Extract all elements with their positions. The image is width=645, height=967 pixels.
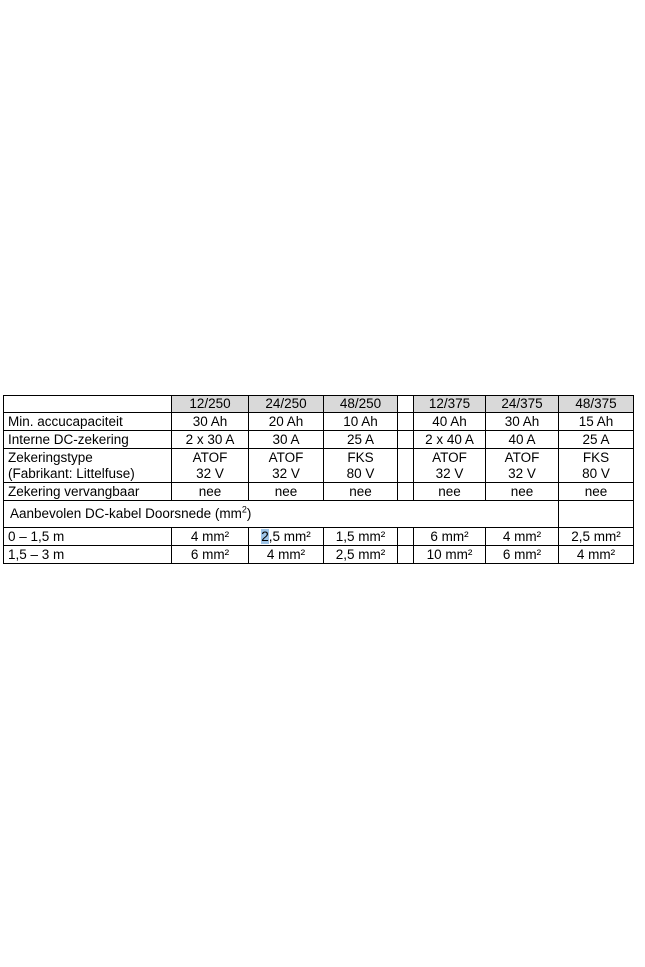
spacer-cell [398, 396, 414, 413]
spacer-cell [398, 546, 414, 564]
fuse-type: ATOF [268, 449, 304, 465]
table-cell: 2,5 mm² [559, 528, 634, 546]
table-cell: 2 x 30 A [172, 431, 249, 449]
table-cell [249, 528, 324, 546]
table-cell [414, 449, 486, 483]
table-cell: 2,5 mm² [324, 546, 398, 564]
table-cell [559, 449, 634, 483]
fuse-type: FKS [582, 449, 610, 465]
dc-specs-table [3, 395, 634, 564]
fuse-type-row [4, 449, 634, 483]
fuse-type: FKS [347, 449, 374, 465]
table-cell: 2 x 40 A [414, 431, 486, 449]
row-label-line: Zekeringstype [8, 449, 93, 465]
fuse-voltage: 32 V [196, 465, 224, 481]
section-heading-end: ) [246, 506, 252, 521]
spacer-cell [398, 413, 414, 431]
spacer-cell [398, 483, 414, 501]
table-cell: 25 A [559, 431, 634, 449]
row-label: Zekering vervangbaar [4, 483, 172, 501]
section-heading [4, 501, 559, 528]
row-label: Min. accucapaciteit [4, 413, 172, 431]
table-cell: 4 mm² [172, 528, 249, 546]
table-cell: 15 Ah [559, 413, 634, 431]
row-label-line: (Fabrikant: Littelfuse) [8, 465, 135, 481]
model-header: 48/250 [324, 396, 398, 413]
table-cell [559, 501, 634, 528]
table-cell: 6 mm² [486, 546, 559, 564]
section-heading-text: Aanbevolen DC-kabel Doorsnede (mm [10, 506, 242, 521]
fuse-voltage: 32 V [435, 465, 464, 481]
table-cell: 40 Ah [414, 413, 486, 431]
table-cell: nee [559, 483, 634, 501]
selection-highlight: 2 [261, 528, 269, 544]
table-cell: 20 Ah [249, 413, 324, 431]
fuse-type: ATOF [192, 449, 228, 465]
fuse-voltage: 32 V [508, 465, 536, 481]
row-label: 1,5 – 3 m [4, 546, 172, 564]
model-header: 12/250 [172, 396, 249, 413]
cell-text: ,5 mm² [268, 528, 311, 544]
table-cell: 6 mm² [414, 528, 486, 546]
model-header: 24/375 [486, 396, 559, 413]
table-cell: 4 mm² [249, 546, 324, 564]
table-cell: 25 A [324, 431, 398, 449]
fuse-voltage: 32 V [272, 465, 300, 481]
table-cell [249, 449, 324, 483]
spacer-cell [398, 449, 414, 483]
spacer-cell [398, 528, 414, 546]
table-cell: nee [486, 483, 559, 501]
table-cell [172, 449, 249, 483]
table-cell: 1,5 mm² [324, 528, 398, 546]
row-label: 0 – 1,5 m [4, 528, 172, 546]
spacer-cell [398, 431, 414, 449]
table-cell: nee [172, 483, 249, 501]
table-cell: 30 Ah [486, 413, 559, 431]
row-label: Interne DC-zekering [4, 431, 172, 449]
table-cell: 6 mm² [172, 546, 249, 564]
table-cell: nee [324, 483, 398, 501]
table-cell: nee [414, 483, 486, 501]
table-cell: 40 A [486, 431, 559, 449]
cable-short-row [4, 528, 634, 546]
cable-section-row [4, 501, 634, 528]
table-cell [324, 449, 398, 483]
table-cell: 10 mm² [414, 546, 486, 564]
replaceable-row [4, 483, 634, 501]
fuse-voltage: 80 V [582, 465, 610, 481]
model-header: 12/375 [414, 396, 486, 413]
table-cell: 4 mm² [559, 546, 634, 564]
model-header: 24/250 [249, 396, 324, 413]
model-header-row [4, 396, 634, 413]
model-header: 48/375 [559, 396, 634, 413]
table-cell: 30 Ah [172, 413, 249, 431]
corner-cell [4, 396, 172, 413]
cable-long-row [4, 546, 634, 564]
section-heading-sup: 2 [241, 504, 247, 515]
fuse-type: ATOF [432, 449, 467, 465]
row-label [4, 449, 172, 483]
table-cell: 30 A [249, 431, 324, 449]
table-cell [486, 449, 559, 483]
table-cell: nee [249, 483, 324, 501]
fuse-type: ATOF [504, 449, 540, 465]
fuse-voltage: 80 V [346, 465, 375, 481]
capacity-row [4, 413, 634, 431]
fuse-row [4, 431, 634, 449]
table-cell: 10 Ah [324, 413, 398, 431]
table-cell: 4 mm² [486, 528, 559, 546]
